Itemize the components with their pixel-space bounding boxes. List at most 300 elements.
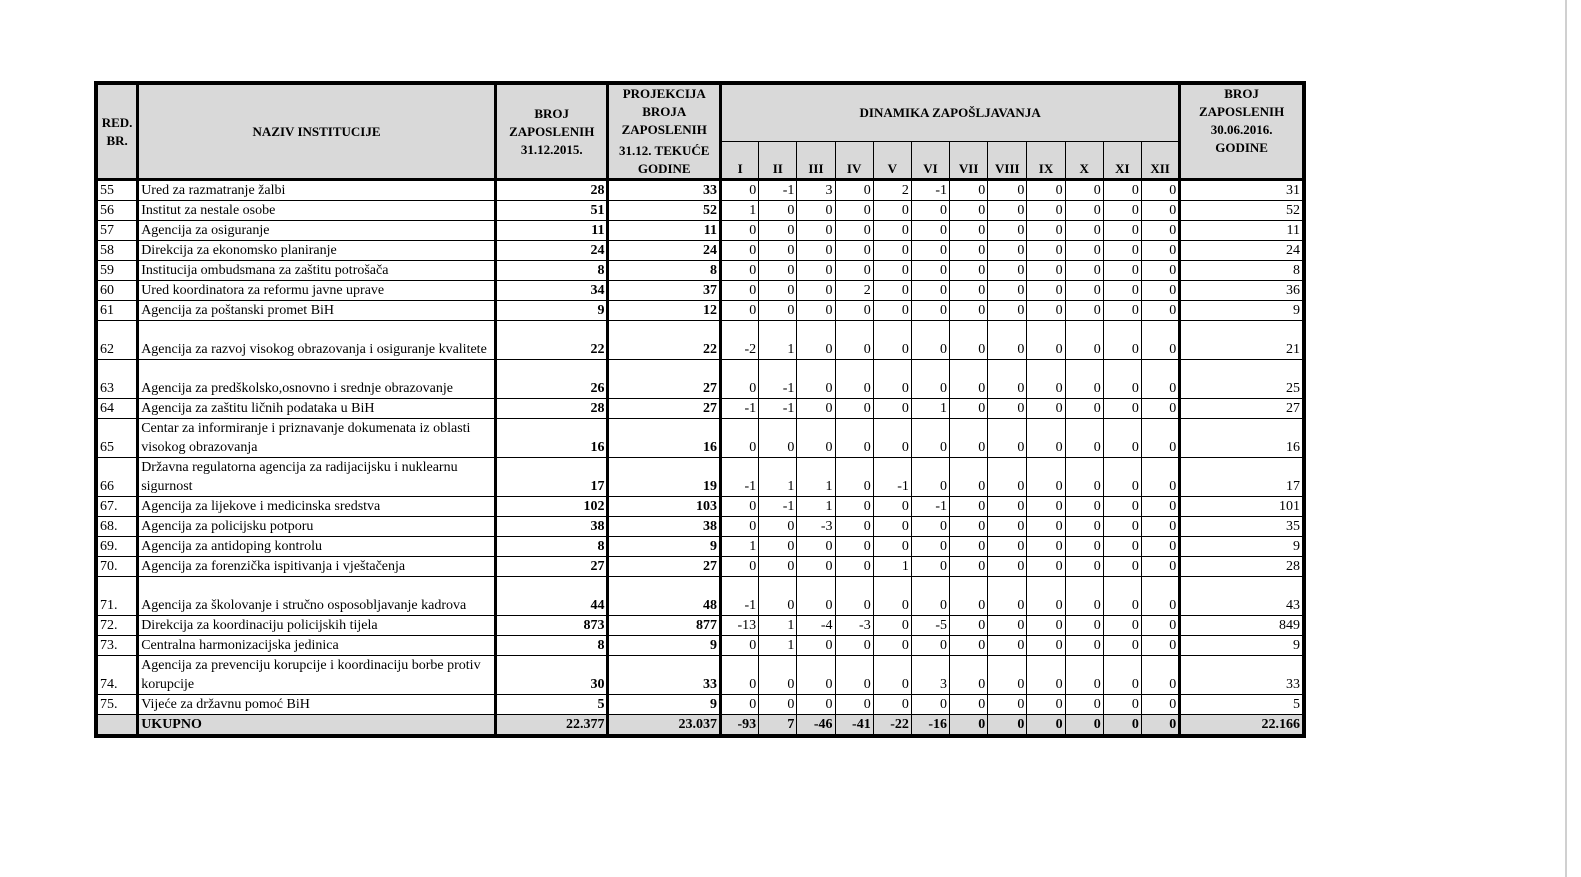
table-row (98, 281, 1303, 301)
header-month-XI: XI (1103, 142, 1141, 180)
employees-2015: 26 (495, 360, 608, 399)
month-value: 0 (797, 301, 835, 321)
month-value: 0 (988, 221, 1027, 241)
month-value: 0 (950, 241, 988, 261)
institution-name: Ured koordinatora za reformu javne uprave (138, 281, 496, 301)
month-value: 0 (1141, 180, 1179, 201)
header-projekcija-bottom: 31.12. TEKUĆE GODINE (608, 142, 721, 180)
table-row (98, 517, 1303, 537)
month-value: 0 (950, 201, 988, 221)
employees-2016: 21 (1180, 321, 1303, 360)
row-index: 71. (98, 577, 138, 616)
employees-2015: 11 (495, 221, 608, 241)
month-value: -3 (835, 616, 873, 636)
month-value: 0 (1103, 656, 1141, 695)
month-value: 0 (873, 419, 911, 458)
total-month-value: -16 (911, 715, 949, 735)
row-index: 66 (98, 458, 138, 497)
header-broj-2015: BROJ ZAPOSLENIH 31.12.2015. (495, 85, 608, 180)
month-value: 0 (1141, 281, 1179, 301)
month-value: 3 (797, 180, 835, 201)
month-value: 0 (950, 656, 988, 695)
header-month-III: III (797, 142, 835, 180)
month-value: 0 (797, 360, 835, 399)
row-index: 57 (98, 221, 138, 241)
employees-2015: 8 (495, 636, 608, 656)
projection-value: 11 (608, 221, 721, 241)
table-row (98, 577, 1303, 616)
total-2015: 22.377 (495, 715, 608, 735)
employees-2016: 16 (1180, 419, 1303, 458)
employees-2015: 8 (495, 537, 608, 557)
month-value: 0 (835, 241, 873, 261)
row-index: 60 (98, 281, 138, 301)
month-value: 0 (911, 517, 949, 537)
month-value: 0 (1027, 301, 1065, 321)
projection-value: 19 (608, 458, 721, 497)
header-month-VII: VII (950, 142, 988, 180)
month-value: 0 (721, 656, 759, 695)
month-value: 0 (797, 577, 835, 616)
projection-value: 877 (608, 616, 721, 636)
month-value: 0 (911, 301, 949, 321)
month-value: 0 (759, 577, 797, 616)
month-value: 0 (1065, 301, 1103, 321)
month-value: 0 (797, 537, 835, 557)
table-row (98, 656, 1303, 695)
header-month-V: V (873, 142, 911, 180)
month-value: 0 (835, 577, 873, 616)
employees-2015: 27 (495, 557, 608, 577)
month-value: 0 (911, 636, 949, 656)
month-value: 0 (1027, 616, 1065, 636)
month-value: 0 (873, 399, 911, 419)
row-index: 63 (98, 360, 138, 399)
month-value: 0 (873, 695, 911, 715)
month-value: 0 (1103, 221, 1141, 241)
month-value: 0 (721, 241, 759, 261)
month-value: 0 (1103, 616, 1141, 636)
month-value: 1 (759, 321, 797, 360)
month-value: 0 (873, 301, 911, 321)
projection-value: 27 (608, 557, 721, 577)
institution-name: Direkcija za koordinaciju policijskih tijela (138, 616, 496, 636)
total-month-value: 7 (759, 715, 797, 735)
month-value: -4 (797, 616, 835, 636)
month-value: 0 (1141, 221, 1179, 241)
month-value: 0 (1103, 419, 1141, 458)
header-month-I: I (721, 142, 759, 180)
month-value: 0 (988, 201, 1027, 221)
month-value: 0 (873, 360, 911, 399)
total-month-value: 0 (988, 715, 1027, 735)
month-value: 0 (1027, 537, 1065, 557)
month-value: 0 (759, 241, 797, 261)
month-value: 0 (1065, 360, 1103, 399)
month-value: 0 (1027, 281, 1065, 301)
month-value: 0 (988, 557, 1027, 577)
month-value: 0 (950, 399, 988, 419)
month-value: 0 (835, 180, 873, 201)
month-value: 0 (1065, 656, 1103, 695)
employees-2016: 35 (1180, 517, 1303, 537)
month-value: 1 (721, 201, 759, 221)
month-value: -1 (873, 458, 911, 497)
month-value: 0 (950, 557, 988, 577)
header-month-IX: IX (1027, 142, 1065, 180)
month-value: 0 (988, 360, 1027, 399)
month-value: 0 (1141, 537, 1179, 557)
row-index: 65 (98, 419, 138, 458)
month-value: 0 (988, 180, 1027, 201)
month-value: 0 (873, 261, 911, 281)
employees-2015: 28 (495, 399, 608, 419)
month-value: 0 (1103, 458, 1141, 497)
employees-2016: 24 (1180, 241, 1303, 261)
row-index: 59 (98, 261, 138, 281)
month-value: 0 (759, 301, 797, 321)
month-value: 0 (950, 695, 988, 715)
total-row (98, 715, 1303, 735)
month-value: 0 (873, 577, 911, 616)
table-row (98, 695, 1303, 715)
employment-table (97, 84, 1303, 735)
month-value: 0 (988, 497, 1027, 517)
month-value: 0 (911, 321, 949, 360)
month-value: 0 (988, 537, 1027, 557)
month-value: 0 (1065, 419, 1103, 458)
projection-value: 103 (608, 497, 721, 517)
employees-2016: 101 (1180, 497, 1303, 517)
month-value: 3 (911, 656, 949, 695)
month-value: -1 (721, 577, 759, 616)
month-value: 0 (835, 399, 873, 419)
month-value: -1 (721, 399, 759, 419)
employees-2015: 5 (495, 695, 608, 715)
projection-value: 27 (608, 360, 721, 399)
month-value: 0 (759, 517, 797, 537)
table-row (98, 201, 1303, 221)
month-value: 0 (950, 180, 988, 201)
month-value: 0 (1027, 201, 1065, 221)
month-value: 0 (721, 497, 759, 517)
month-value: 0 (911, 360, 949, 399)
month-value: 0 (721, 557, 759, 577)
row-index: 56 (98, 201, 138, 221)
month-value: 0 (911, 557, 949, 577)
row-index: 74. (98, 656, 138, 695)
total-month-value: 0 (1065, 715, 1103, 735)
month-value: 0 (1141, 695, 1179, 715)
institution-name: Vijeće za državnu pomoć BiH (138, 695, 496, 715)
month-value: 0 (721, 636, 759, 656)
institution-name: Centralna harmonizacijska jedinica (138, 636, 496, 656)
month-value: 1 (721, 537, 759, 557)
month-value: 0 (1027, 399, 1065, 419)
employees-2015: 38 (495, 517, 608, 537)
month-value: 0 (950, 616, 988, 636)
month-value: 0 (1103, 399, 1141, 419)
month-value: 0 (835, 497, 873, 517)
employees-2015: 8 (495, 261, 608, 281)
month-value: 0 (759, 656, 797, 695)
header-dinamika: DINAMIKA ZAPOŠLJAVANJA (721, 85, 1180, 142)
month-value: 1 (759, 616, 797, 636)
month-value: 0 (873, 616, 911, 636)
month-value: 0 (797, 399, 835, 419)
month-value: 0 (950, 537, 988, 557)
month-value: 0 (1141, 636, 1179, 656)
month-value: 0 (950, 360, 988, 399)
month-value: 0 (1065, 201, 1103, 221)
table-row (98, 360, 1303, 399)
month-value: 0 (721, 221, 759, 241)
projection-value: 16 (608, 419, 721, 458)
month-value: 0 (1141, 399, 1179, 419)
row-index: 67. (98, 497, 138, 517)
projection-value: 27 (608, 399, 721, 419)
month-value: 0 (1027, 241, 1065, 261)
employees-2015: 28 (495, 180, 608, 201)
month-value: 1 (797, 497, 835, 517)
table-row (98, 616, 1303, 636)
month-value: 0 (911, 241, 949, 261)
month-value: -1 (759, 180, 797, 201)
month-value: -13 (721, 616, 759, 636)
table-row (98, 221, 1303, 241)
month-value: 0 (1027, 557, 1065, 577)
institution-name: Agencija za zaštitu ličnih podataka u BiH (138, 399, 496, 419)
month-value: 0 (759, 201, 797, 221)
month-value: 0 (1065, 221, 1103, 241)
month-value: 0 (1103, 537, 1141, 557)
month-value: 0 (1103, 517, 1141, 537)
employees-2015: 34 (495, 281, 608, 301)
total-month-value: -41 (835, 715, 873, 735)
month-value: 0 (835, 360, 873, 399)
table-row (98, 261, 1303, 281)
month-value: 0 (1027, 636, 1065, 656)
month-value: 0 (1141, 616, 1179, 636)
month-value: 0 (1141, 241, 1179, 261)
month-value: 0 (1065, 399, 1103, 419)
month-value: 0 (835, 656, 873, 695)
month-value: 0 (1103, 321, 1141, 360)
month-value: -1 (759, 497, 797, 517)
employees-2016: 43 (1180, 577, 1303, 616)
month-value: -1 (721, 458, 759, 497)
month-value: -1 (911, 180, 949, 201)
projection-value: 12 (608, 301, 721, 321)
month-value: 0 (1103, 301, 1141, 321)
month-value: 0 (835, 301, 873, 321)
employees-2016: 31 (1180, 180, 1303, 201)
month-value: 0 (1065, 281, 1103, 301)
month-value: 0 (1027, 458, 1065, 497)
institution-name: Agencija za lijekove i medicinska sredstva (138, 497, 496, 517)
table-row (98, 419, 1303, 458)
month-value: 0 (835, 221, 873, 241)
month-value: 0 (721, 695, 759, 715)
month-value: 0 (1027, 517, 1065, 537)
month-value: 0 (797, 656, 835, 695)
employees-2016: 33 (1180, 656, 1303, 695)
month-value: 0 (721, 517, 759, 537)
month-value: 0 (1141, 458, 1179, 497)
row-index: 58 (98, 241, 138, 261)
month-value: 0 (950, 577, 988, 616)
month-value: 0 (835, 636, 873, 656)
total-month-value: 0 (950, 715, 988, 735)
month-value: 0 (1141, 497, 1179, 517)
month-value: 0 (1103, 281, 1141, 301)
projection-value: 24 (608, 241, 721, 261)
institution-name: Agencija za policijsku potporu (138, 517, 496, 537)
month-value: 0 (1103, 180, 1141, 201)
employees-2016: 9 (1180, 537, 1303, 557)
header-month-IV: IV (835, 142, 873, 180)
projection-value: 37 (608, 281, 721, 301)
projection-value: 9 (608, 695, 721, 715)
month-value: 0 (1141, 261, 1179, 281)
row-index: 73. (98, 636, 138, 656)
month-value: 0 (797, 221, 835, 241)
month-value: 0 (1027, 695, 1065, 715)
month-value: 0 (797, 557, 835, 577)
month-value: 0 (873, 281, 911, 301)
month-value: 0 (797, 241, 835, 261)
month-value: 0 (797, 321, 835, 360)
month-value: 0 (950, 321, 988, 360)
month-value: 0 (1141, 301, 1179, 321)
total-month-value: -22 (873, 715, 911, 735)
month-value: 0 (1141, 321, 1179, 360)
month-value: 0 (797, 201, 835, 221)
month-value: 0 (873, 201, 911, 221)
month-value: 0 (835, 261, 873, 281)
institution-name: Direkcija za ekonomsko planiranje (138, 241, 496, 261)
month-value: 0 (759, 419, 797, 458)
total-month-value: 0 (1141, 715, 1179, 735)
total-month-value: 0 (1027, 715, 1065, 735)
month-value: 0 (1027, 577, 1065, 616)
month-value: 0 (873, 517, 911, 537)
month-value: 0 (1065, 180, 1103, 201)
month-value: 0 (988, 301, 1027, 321)
month-value: 0 (797, 261, 835, 281)
month-value: 0 (911, 458, 949, 497)
month-value: -3 (797, 517, 835, 537)
header-month-XII: XII (1141, 142, 1179, 180)
employees-2015: 44 (495, 577, 608, 616)
month-value: 1 (759, 458, 797, 497)
month-value: 0 (759, 221, 797, 241)
row-index: 61 (98, 301, 138, 321)
month-value: 0 (835, 695, 873, 715)
month-value: 0 (759, 537, 797, 557)
institution-name: Ured za razmatranje žalbi (138, 180, 496, 201)
employees-2015: 16 (495, 419, 608, 458)
table-row (98, 557, 1303, 577)
month-value: 0 (759, 695, 797, 715)
month-value: 0 (988, 695, 1027, 715)
month-value: 0 (835, 419, 873, 458)
month-value: 1 (759, 636, 797, 656)
month-value: 0 (873, 497, 911, 517)
month-value: 0 (988, 399, 1027, 419)
month-value: 0 (1065, 517, 1103, 537)
table-row (98, 399, 1303, 419)
employees-2016: 52 (1180, 201, 1303, 221)
employees-2015: 102 (495, 497, 608, 517)
header-naziv: NAZIV INSTITUCIJE (138, 85, 496, 180)
month-value: 0 (1141, 656, 1179, 695)
row-index: 68. (98, 517, 138, 537)
month-value: 0 (950, 221, 988, 241)
month-value: 0 (721, 281, 759, 301)
month-value: 0 (1141, 577, 1179, 616)
projection-value: 52 (608, 201, 721, 221)
month-value: 0 (1141, 419, 1179, 458)
month-value: 0 (1027, 497, 1065, 517)
month-value: 2 (873, 180, 911, 201)
month-value: 0 (835, 201, 873, 221)
row-index: 75. (98, 695, 138, 715)
projection-value: 33 (608, 656, 721, 695)
month-value: 0 (873, 241, 911, 261)
institution-name: Državna regulatorna agencija za radijacijsku i nuklearnu sigurnost (138, 458, 496, 497)
header-month-X: X (1065, 142, 1103, 180)
projection-value: 9 (608, 636, 721, 656)
month-value: 0 (1027, 321, 1065, 360)
total-index (98, 715, 138, 735)
total-month-value: -93 (721, 715, 759, 735)
month-value: 0 (911, 419, 949, 458)
month-value: 0 (721, 261, 759, 281)
month-value: 0 (911, 577, 949, 616)
month-value: 0 (1065, 497, 1103, 517)
employees-2016: 8 (1180, 261, 1303, 281)
institution-name: Institucija ombudsmana za zaštitu potrošača (138, 261, 496, 281)
month-value: 0 (988, 241, 1027, 261)
month-value: 0 (797, 695, 835, 715)
month-value: 0 (988, 577, 1027, 616)
month-value: 0 (797, 419, 835, 458)
month-value: 0 (1103, 557, 1141, 577)
institution-name: Agencija za predškolsko,osnovno i srednje obrazovanje (138, 360, 496, 399)
month-value: 0 (835, 458, 873, 497)
month-value: 0 (721, 360, 759, 399)
month-value: 0 (873, 321, 911, 360)
row-index: 62 (98, 321, 138, 360)
month-value: 0 (1141, 360, 1179, 399)
month-value: -2 (721, 321, 759, 360)
month-value: 1 (911, 399, 949, 419)
month-value: 0 (721, 419, 759, 458)
month-value: 0 (873, 636, 911, 656)
employees-2015: 873 (495, 616, 608, 636)
month-value: 0 (1103, 360, 1141, 399)
month-value: 0 (835, 321, 873, 360)
month-value: -1 (759, 360, 797, 399)
month-value: 0 (911, 695, 949, 715)
month-value: 0 (1065, 695, 1103, 715)
month-value: 0 (1065, 557, 1103, 577)
month-value: 0 (1027, 656, 1065, 695)
month-value: 0 (873, 221, 911, 241)
month-value: 0 (873, 656, 911, 695)
month-value: 0 (759, 557, 797, 577)
